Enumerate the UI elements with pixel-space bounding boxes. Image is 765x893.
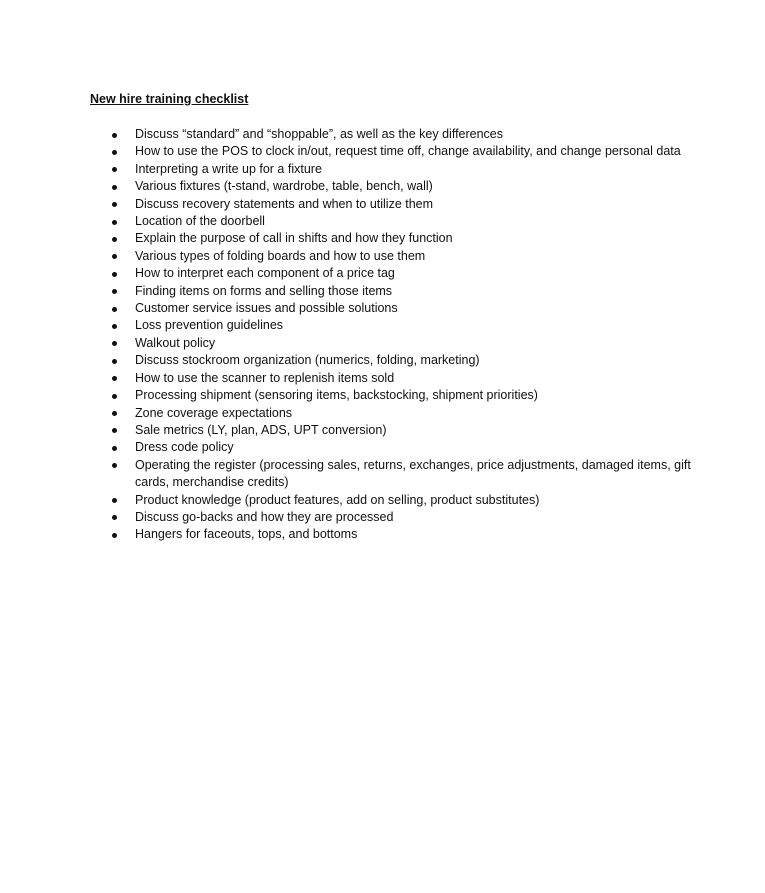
list-item <box>109 370 694 387</box>
list-item-text: Zone coverage expectations <box>135 405 293 420</box>
list-item <box>109 178 694 195</box>
bullet-icon <box>112 307 117 312</box>
list-item <box>109 405 694 422</box>
bullet-icon <box>112 150 117 155</box>
bullet-icon <box>112 167 117 172</box>
list-item <box>109 457 694 492</box>
list-item-text: Product knowledge (product features, add on selling, product substitutes) <box>135 492 540 507</box>
list-item-text: Discuss stockroom organization (numerics, folding, marketing) <box>135 353 480 368</box>
list-item-text: Various fixtures (t-stand, wardrobe, table, bench, wall) <box>135 179 433 194</box>
list-item-text: Operating the register (processing sales, returns, exchanges, price adjustments, damaged items, gift cards, merchandise credits) <box>135 457 691 490</box>
list-item <box>109 352 694 369</box>
bullet-icon <box>112 289 117 294</box>
list-item-text: Loss prevention guidelines <box>135 318 284 333</box>
bullet-icon <box>112 202 117 207</box>
list-item <box>109 265 694 282</box>
bullet-icon <box>112 237 117 242</box>
bullet-icon <box>112 428 117 433</box>
list-item-text: Discuss go-backs and how they are processed <box>135 509 394 524</box>
bullet-icon <box>112 220 117 225</box>
list-item-text: Finding items on forms and selling those items <box>135 283 393 298</box>
bullet-icon <box>112 185 117 190</box>
list-item-text: How to use the POS to clock in/out, request time off, change availability, and change personal data <box>135 144 681 159</box>
list-item-text: Processing shipment (sensoring items, backstocking, shipment priorities) <box>135 388 538 403</box>
list-item <box>109 248 694 265</box>
list-item-text: Sale metrics (LY, plan, ADS, UPT conversion) <box>135 422 387 437</box>
list-item <box>109 300 694 317</box>
list-item-text: How to use the scanner to replenish items sold <box>135 370 395 385</box>
bullet-icon <box>112 411 117 416</box>
page-title: New hire training checklist <box>90 92 249 106</box>
bullet-icon <box>112 498 117 503</box>
list-item-text: How to interpret each component of a price tag <box>135 266 395 281</box>
list-item-text: Discuss “standard” and “shoppable”, as well as the key differences <box>135 127 504 141</box>
list-item <box>109 161 694 178</box>
checklist <box>109 126 694 544</box>
list-item <box>109 317 694 334</box>
list-item <box>109 335 694 352</box>
list-item <box>109 526 694 543</box>
list-item-text: Customer service issues and possible solutions <box>135 301 398 316</box>
list-item <box>109 230 694 247</box>
list-item <box>109 126 694 143</box>
bullet-icon <box>112 133 117 138</box>
bullet-icon <box>112 272 117 277</box>
bullet-icon <box>112 254 117 259</box>
list-item <box>109 492 694 509</box>
list-item <box>109 196 694 213</box>
list-item-text: Interpreting a write up for a fixture <box>135 161 322 176</box>
list-item-text: Discuss recovery statements and when to utilize them <box>135 196 434 211</box>
list-item <box>109 387 694 404</box>
bullet-icon <box>112 324 117 329</box>
bullet-icon <box>112 341 117 346</box>
bullet-icon <box>112 533 117 538</box>
list-item-text: Walkout policy <box>135 335 216 350</box>
list-item-text: Explain the purpose of call in shifts and how they function <box>135 231 453 246</box>
list-item <box>109 143 694 160</box>
list-item-text: Location of the doorbell <box>135 214 265 229</box>
bullet-icon <box>112 359 117 364</box>
list-item-text: Hangers for faceouts, tops, and bottoms <box>135 527 358 542</box>
list-item <box>109 213 694 230</box>
bullet-icon <box>112 515 117 520</box>
bullet-icon <box>112 463 117 468</box>
bullet-icon <box>112 376 117 381</box>
bullet-icon <box>112 446 117 451</box>
list-item-text: Dress code policy <box>135 440 234 455</box>
list-item-text: Various types of folding boards and how to use them <box>135 248 426 263</box>
list-item <box>109 422 694 439</box>
list-item <box>109 509 694 526</box>
list-item <box>109 283 694 300</box>
list-item <box>109 439 694 456</box>
bullet-icon <box>112 394 117 399</box>
